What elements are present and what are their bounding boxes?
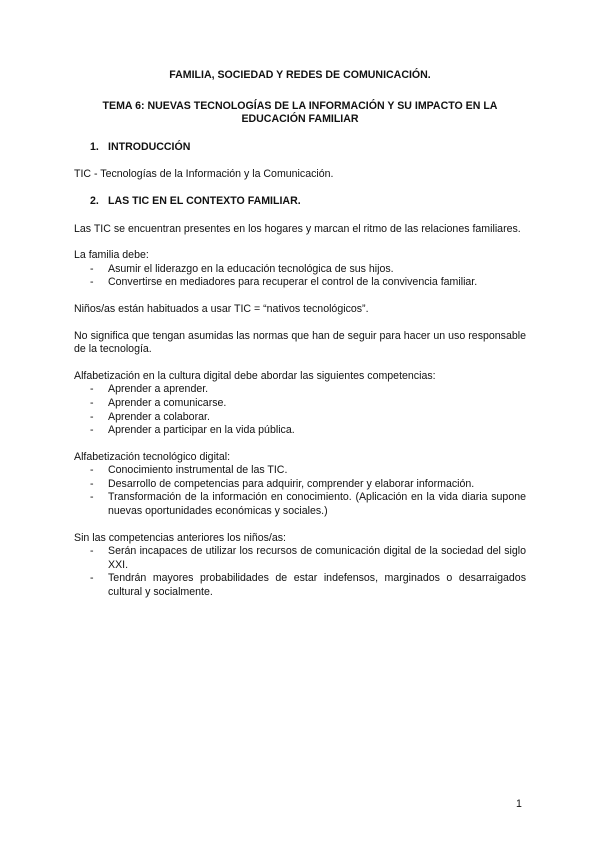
- paragraph-alfabetizacion-tecnologica: Alfabetización tecnológico digital:: [74, 450, 231, 463]
- list-marker: -: [90, 464, 94, 477]
- paragraph-no-significa: No significa que tengan asumidas las normas que han de seguir para hacer un uso responsable de la tecnología.: [74, 329, 526, 356]
- list-marker: -: [90, 491, 94, 504]
- paragraph-familia-debe: La familia debe:: [74, 249, 149, 262]
- section-title: LAS TIC EN EL CONTEXTO FAMILIAR.: [108, 194, 301, 207]
- list-item: - Tendrán mayores probabilidades de estar indefensos, marginados o desarraigados cultural y socialmente.: [90, 572, 526, 599]
- list-marker: -: [90, 545, 94, 558]
- list-marker: -: [90, 410, 94, 423]
- list-item: - Aprender a colaborar.: [90, 410, 210, 423]
- paragraph-tic-hogares: Las TIC se encuentran presentes en los hogares y marcan el ritmo de las relaciones familiares.: [74, 222, 521, 235]
- section-title: INTRODUCCIÓN: [108, 140, 191, 153]
- list-alfabetizacion-tecnologica: [74, 464, 526, 518]
- list-marker: -: [90, 477, 94, 490]
- paragraph-ninos: Niños/as están habituados a usar TIC = “nativos tecnológicos”.: [74, 302, 369, 315]
- list-marker: -: [90, 396, 94, 409]
- paragraph-sin-competencias: Sin las competencias anteriores los niños/as:: [74, 531, 286, 544]
- list-item: - Desarrollo de competencias para adquirir, comprender y elaborar información.: [90, 477, 475, 490]
- document-subtitle: TEMA 6: NUEVAS TECNOLOGÍAS DE LA INFORMACIÓN Y SU IMPACTO EN LA EDUCACIÓN FAMILIAR: [102, 99, 498, 126]
- list-marker: -: [90, 572, 94, 585]
- list-item: - Asumir el liderazgo en la educación tecnológica de sus hijos.: [90, 262, 394, 275]
- document-title: FAMILIA, SOCIEDAD Y REDES DE COMUNICACIÓN.: [169, 69, 431, 81]
- section-number: 1.: [90, 140, 99, 153]
- list-sin-competencias: [74, 545, 526, 599]
- list-item: - Conocimiento instrumental de las TIC.: [90, 464, 288, 477]
- intro-paragraph: TIC - Tecnologías de la Información y la Comunicación.: [74, 168, 334, 181]
- list-item: - Serán incapaces de utilizar los recursos de comunicación digital de la sociedad del siglo XXI.: [90, 545, 526, 571]
- section-heading-introduccion: [74, 141, 526, 155]
- section-heading-tic-contexto: [74, 195, 526, 209]
- page-content: [74, 69, 526, 600]
- list-marker: -: [90, 262, 94, 275]
- list-item: - Aprender a participar en la vida pública.: [90, 424, 295, 437]
- list-competencias: [74, 383, 526, 437]
- page-number: 1: [516, 798, 522, 810]
- list-item: - Aprender a aprender.: [90, 383, 209, 396]
- list-item: - Convertirse en mediadores para recuperar el control de la convivencia familiar.: [90, 276, 478, 289]
- list-item: - Transformación de la información en conocimiento. (Aplicación en la vida diaria supone nuevas oportunidades económicas y sociales.): [90, 491, 526, 518]
- section-number: 2.: [90, 194, 99, 207]
- list-marker: -: [90, 276, 94, 289]
- list-item: - Aprender a comunicarse.: [90, 396, 227, 409]
- paragraph-alfabetizacion-cultura: Alfabetización en la cultura digital debe abordar las siguientes competencias:: [74, 369, 436, 382]
- list-marker: -: [90, 383, 94, 396]
- list-familia-debe: [74, 263, 526, 290]
- list-marker: -: [90, 424, 94, 437]
